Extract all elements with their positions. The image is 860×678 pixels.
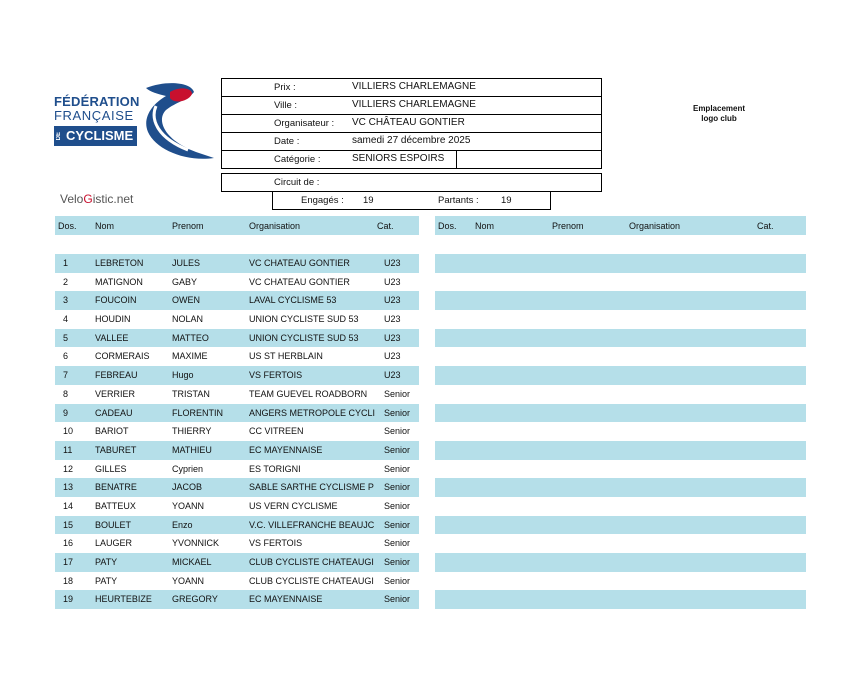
info-organisateur: Organisateur : VC CHÂTEAU GONTIER <box>222 115 601 133</box>
table-row: 15 BOULET Enzo V.C. VILLEFRANCHE BEAUJC Senior <box>55 516 419 535</box>
info-categorie: Catégorie : SENIORS ESPOIRS <box>222 151 601 168</box>
federation-line3 <box>54 126 137 146</box>
table-row: 10 BARIOT THIERRY CC VITREEN Senior <box>63 426 411 437</box>
rider-list <box>55 254 419 609</box>
table-row <box>435 460 806 479</box>
federation-cyclisme: CYCLISME <box>66 128 134 143</box>
table-row: 16 LAUGER YVONNICK VS FERTOIS Senior <box>63 538 411 549</box>
table-row <box>435 254 806 273</box>
partants-value: 19 <box>501 195 512 206</box>
table-row <box>435 310 806 329</box>
circuit-box: Circuit de : <box>221 173 602 192</box>
prix-value: VILLIERS CHARLEMAGNE <box>352 81 476 92</box>
engages-value: 19 <box>363 195 374 206</box>
table-row <box>435 590 806 609</box>
cyclist-swoosh-icon <box>136 80 220 162</box>
federation-line2: FRANÇAISE <box>54 108 134 123</box>
stats-box <box>272 191 551 210</box>
ville-value: VILLIERS CHARLEMAGNE <box>352 99 476 110</box>
table-row: 11 TABURET MATHIEU EC MAYENNAISE Senior <box>55 441 419 460</box>
table-row <box>435 478 806 497</box>
table-row: 9 CADEAU FLORENTIN ANGERS METROPOLE CYCLI Senior <box>55 404 419 423</box>
rider-list-right-empty <box>435 254 806 609</box>
table-row <box>435 385 806 404</box>
table-row: 17 PATY MICKAEL CLUB CYCLISTE CHATEAUGI Senior <box>55 553 419 572</box>
table-row: 12 GILLES Cyprien ES TORIGNI Senior <box>63 463 411 474</box>
table-row: 13 BENATRE JACOB SABLE SARTHE CYCLISME P Senior <box>55 478 419 497</box>
table-row: 14 BATTEUX YOANN US VERN CYCLISME Senior <box>63 500 411 511</box>
table-row <box>435 273 806 292</box>
table-row <box>435 497 806 516</box>
table-row: 1 LEBRETON JULES VC CHATEAU GONTIER U23 <box>55 254 419 273</box>
info-date: Date : samedi 27 décembre 2025 <box>222 133 601 151</box>
table-row: 2 MATIGNON GABY VC CHATEAU GONTIER U23 <box>63 276 401 287</box>
date-value: samedi 27 décembre 2025 <box>352 135 471 146</box>
table-row <box>435 404 806 423</box>
club-logo-placeholder: Emplacement logo club <box>692 104 746 123</box>
info-ville: Ville : VILLIERS CHARLEMAGNE <box>222 97 601 115</box>
info-prix: Prix : VILLIERS CHARLEMAGNE <box>222 79 601 97</box>
partants-label: Partants : <box>438 195 479 206</box>
race-info-box <box>221 78 602 169</box>
table-row <box>435 553 806 572</box>
table-row <box>435 329 806 348</box>
table-header-right: Dos. Nom Prenom Organisation Cat. <box>435 216 806 235</box>
table-row: 19 HEURTEBIZE GREGORY EC MAYENNAISE Senior <box>55 590 419 609</box>
table-row: 18 PATY YOANN CLUB CYCLISTE CHATEAUGI Senior <box>63 575 411 586</box>
table-row: 8 VERRIER TRISTAN TEAM GUEVEL ROADBORN Senior <box>63 388 411 399</box>
federation-de: DE <box>56 131 62 141</box>
table-row <box>435 422 806 441</box>
table-header-left: Dos. Nom Prenom Organisation Cat. <box>55 216 419 235</box>
ffc-logo <box>54 80 219 162</box>
table-row <box>435 366 806 385</box>
velogistic-brand: VeloGistic.net <box>60 192 134 206</box>
table-row <box>435 516 806 535</box>
federation-line1: FÉDÉRATION <box>54 94 140 109</box>
table-row: 7 FEBREAU Hugo VS FERTOIS U23 <box>55 366 419 385</box>
table-row <box>435 291 806 310</box>
table-row: 4 HOUDIN NOLAN UNION CYCLISTE SUD 53 U23 <box>63 314 401 325</box>
engages-label: Engagés : <box>301 195 344 206</box>
table-row <box>435 534 806 553</box>
table-row: 6 CORMERAIS MAXIME US ST HERBLAIN U23 <box>63 351 401 362</box>
table-row: 3 FOUCOIN OWEN LAVAL CYCLISME 53 U23 <box>55 291 419 310</box>
table-row <box>435 572 806 591</box>
organisateur-value: VC CHÂTEAU GONTIER <box>352 117 465 128</box>
table-row <box>435 441 806 460</box>
table-row <box>435 347 806 366</box>
categorie-value: SENIORS ESPOIRS <box>352 153 445 164</box>
table-row: 5 VALLEE MATTEO UNION CYCLISTE SUD 53 U23 <box>55 329 419 348</box>
